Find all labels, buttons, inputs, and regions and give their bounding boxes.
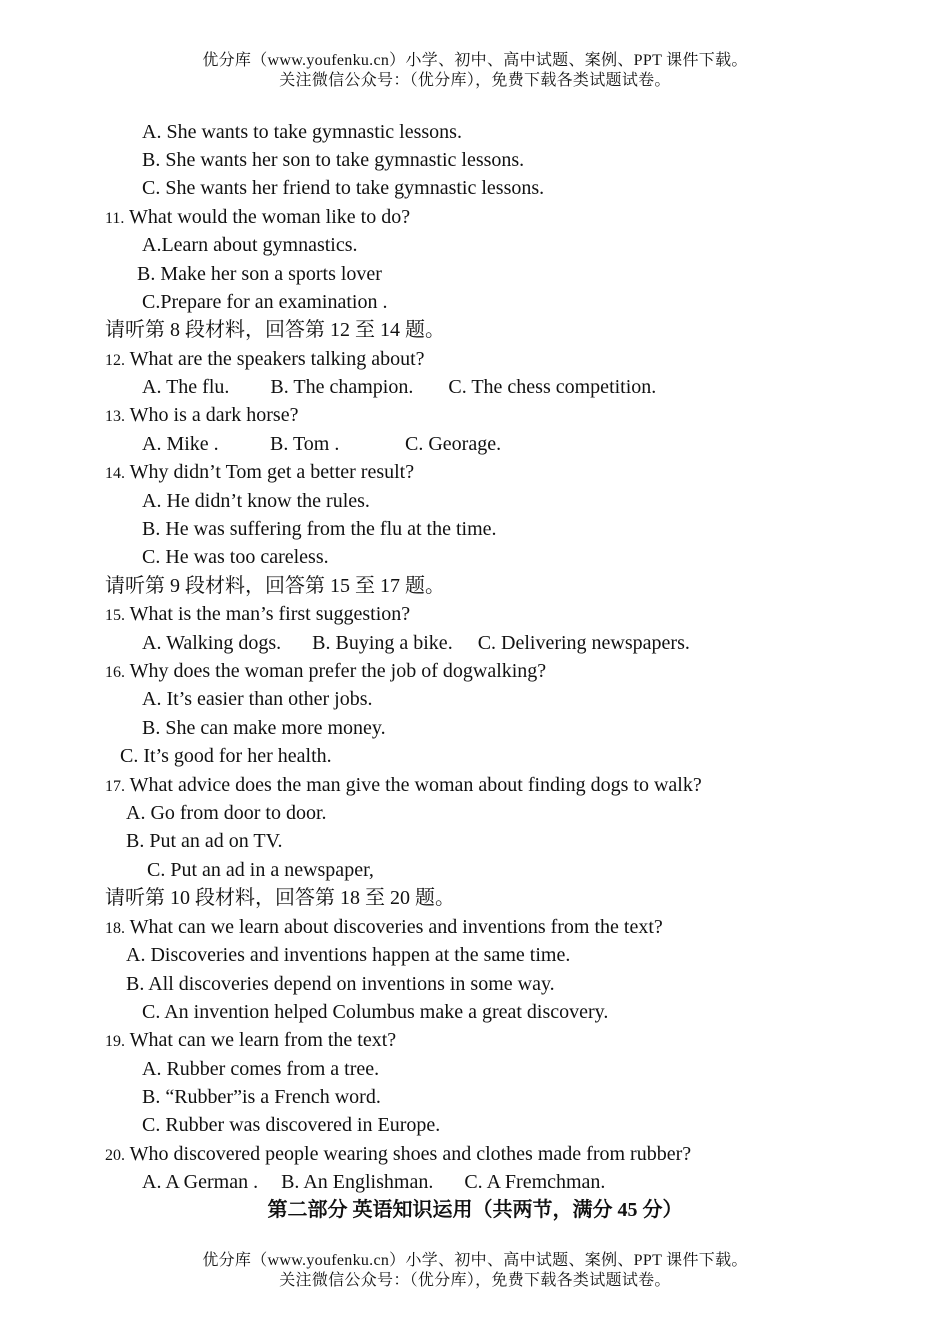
q20-option-c: C. A Fremchman.	[464, 1171, 606, 1193]
question-14	[105, 460, 414, 486]
q12-option-a: A. The flu.	[142, 376, 230, 398]
q19-option-a: A. Rubber comes from a tree.	[142, 1058, 380, 1080]
question-number: 17.	[105, 778, 125, 795]
q10-option-b: B. She wants her son to take gymnastic lessons.	[142, 149, 525, 171]
q12-option-c: C. The chess competition.	[448, 376, 657, 398]
q11-option-c: C.Prepare for an examination .	[142, 291, 388, 313]
instruction-section-9: 请听第 9 段材料，回答第 15 至 17 题。	[105, 575, 445, 597]
q10-option-a: A. She wants to take gymnastic lessons.	[142, 121, 462, 143]
q13-option-b: B. Tom .	[270, 433, 340, 455]
q18-option-a: A. Discoveries and inventions happen at the same time.	[126, 944, 571, 966]
question-12	[105, 347, 425, 373]
q15-options	[142, 631, 690, 655]
q16-option-c: C. It’s good for her health.	[120, 745, 332, 767]
q17-option-b: B. Put an ad on TV.	[126, 830, 283, 852]
q14-option-c: C. He was too careless.	[142, 546, 329, 568]
q11-option-a: A.Learn about gymnastics.	[142, 234, 358, 256]
q17-option-c: C. Put an ad in a newspaper,	[147, 859, 374, 881]
question-13	[105, 403, 298, 429]
header-line-2: 关注微信公众号：（优分库），免费下载各类试题试卷。	[279, 72, 671, 89]
q19-option-c: C. Rubber was discovered in Europe.	[142, 1114, 441, 1136]
q16-option-b: B. She can make more money.	[142, 717, 386, 739]
q11-option-b: B. Make her son a sports lover	[137, 263, 382, 285]
question-17	[105, 773, 702, 799]
footer-line-1: 优分库（www.youfenku.cn）小学、初中、高中试题、案例、PPT 课件下载。	[202, 1252, 748, 1269]
question-number: 12.	[105, 352, 125, 369]
question-11	[105, 205, 410, 231]
question-text: What is the man’s first suggestion?	[129, 603, 411, 625]
q13-option-c: C. Georage.	[405, 433, 502, 455]
question-number: 16.	[105, 664, 125, 681]
q20-option-a: A. A German .	[142, 1171, 259, 1193]
question-number: 19.	[105, 1033, 125, 1050]
question-text: What can we learn from the text?	[129, 1029, 397, 1051]
question-text: What would the woman like to do?	[129, 206, 411, 228]
question-19	[105, 1028, 396, 1054]
question-15	[105, 602, 410, 628]
q19-option-b: B. “Rubber”is a French word.	[142, 1086, 381, 1108]
question-number: 14.	[105, 465, 125, 482]
question-number: 15.	[105, 607, 125, 624]
q15-option-c: C. Delivering newspapers.	[477, 632, 690, 654]
q15-option-a: A. Walking dogs.	[142, 632, 282, 654]
q17-option-a: A. Go from door to door.	[126, 802, 327, 824]
instruction-section-10: 请听第 10 段材料，回答第 18 至 20 题。	[105, 887, 455, 909]
question-number: 13.	[105, 408, 125, 425]
q15-option-b: B. Buying a bike.	[312, 632, 453, 654]
question-number: 18.	[105, 920, 125, 937]
header-line-1: 优分库（www.youfenku.cn）小学、初中、高中试题、案例、PPT 课件下载。	[202, 52, 748, 69]
q18-option-b: B. All discoveries depend on inventions in some way.	[126, 973, 555, 995]
q20-option-b: B. An Englishman.	[281, 1171, 434, 1193]
question-text: What are the speakers talking about?	[129, 348, 425, 370]
q20-options	[142, 1170, 605, 1194]
question-text: What can we learn about discoveries and inventions from the text?	[129, 916, 663, 938]
q12-options	[142, 375, 656, 399]
question-20	[105, 1142, 691, 1168]
question-text: Why didn’t Tom get a better result?	[129, 461, 415, 483]
footer-line-2: 关注微信公众号：（优分库），免费下载各类试题试卷。	[279, 1272, 671, 1289]
q12-option-b: B. The champion.	[270, 376, 414, 398]
question-text: Why does the woman prefer the job of dogwalking?	[129, 660, 547, 682]
q14-option-b: B. He was suffering from the flu at the time.	[142, 518, 497, 540]
question-number: 11.	[105, 210, 125, 227]
question-text: Who is a dark horse?	[129, 404, 299, 426]
instruction-section-8: 请听第 8 段材料，回答第 12 至 14 题。	[105, 319, 445, 341]
question-18	[105, 915, 663, 941]
q10-option-c: C. She wants her friend to take gymnastic lessons.	[142, 177, 545, 199]
q14-option-a: A. He didn’t know the rules.	[142, 490, 370, 512]
question-text: What advice does the man give the woman about finding dogs to walk?	[129, 774, 702, 796]
q16-option-a: A. It’s easier than other jobs.	[142, 688, 373, 710]
question-text: Who discovered people wearing shoes and clothes made from rubber?	[129, 1143, 692, 1165]
q18-option-c: C. An invention helped Columbus make a great discovery.	[142, 1001, 609, 1023]
question-number: 20.	[105, 1147, 125, 1164]
q13-option-a: A. Mike .	[142, 433, 219, 455]
question-16	[105, 659, 546, 685]
section-2-heading: 第二部分 英语知识运用（共两节，满分 45 分）	[267, 1199, 683, 1221]
q13-options	[142, 432, 502, 456]
